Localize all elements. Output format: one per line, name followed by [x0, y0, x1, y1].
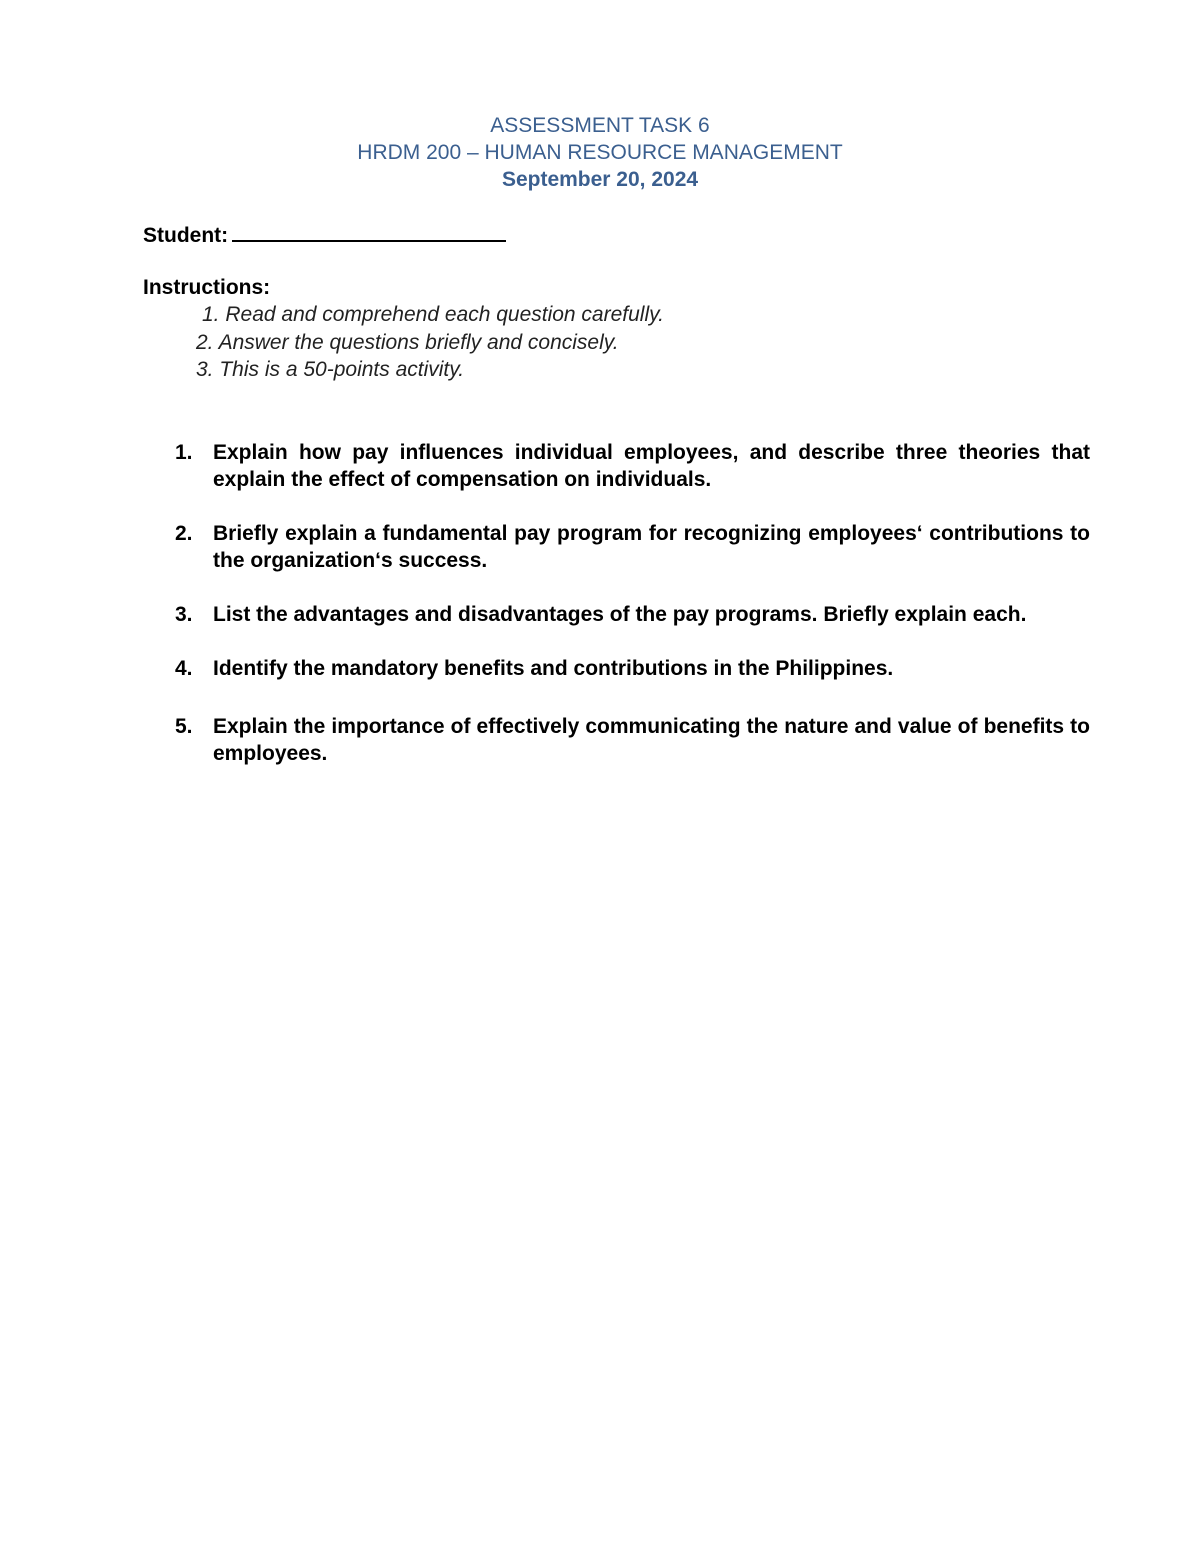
question-item	[175, 655, 1090, 682]
question-number: 4.	[175, 657, 193, 680]
student-field	[143, 221, 506, 249]
course-title: HRDM 200 – HUMAN RESOURCE MANAGEMENT	[357, 141, 843, 164]
question-text: Identify the mandatory benefits and contributions in the Philippines.	[213, 657, 894, 680]
instruction-item: 2. Answer the questions briefly and concisely.	[196, 330, 619, 354]
assessment-title: ASSESSMENT TASK 6	[490, 114, 710, 137]
question-item	[175, 520, 1090, 574]
question-item	[175, 439, 1090, 493]
question-number: 5.	[175, 715, 193, 738]
question-item	[175, 713, 1090, 767]
document-header	[0, 112, 1200, 193]
questions-list	[175, 439, 1090, 794]
student-label: Student:	[143, 224, 229, 247]
question-text: Explain the importance of effectively communicating the nature and value of benefits to employees.	[213, 715, 1090, 765]
instructions-title: Instructions:	[143, 276, 271, 299]
question-number: 1.	[175, 441, 193, 464]
question-item	[175, 601, 1090, 628]
instructions-list	[196, 301, 664, 384]
question-number: 3.	[175, 603, 193, 626]
question-text: Briefly explain a fundamental pay program for recognizing employees‘ contributions to the organization‘s success.	[213, 522, 1090, 572]
instruction-item: 3. This is a 50-points activity.	[196, 358, 465, 381]
instruction-item: 1. Read and comprehend each question carefully.	[202, 303, 664, 326]
question-text: Explain how pay influences individual employees, and describe three theories that explain the effect of compensation on individuals.	[213, 441, 1090, 491]
assessment-date: September 20, 2024	[501, 168, 699, 191]
question-number: 2.	[175, 522, 193, 545]
question-text: List the advantages and disadvantages of the pay programs. Briefly explain each.	[213, 603, 1027, 626]
student-name-blank	[232, 221, 506, 242]
